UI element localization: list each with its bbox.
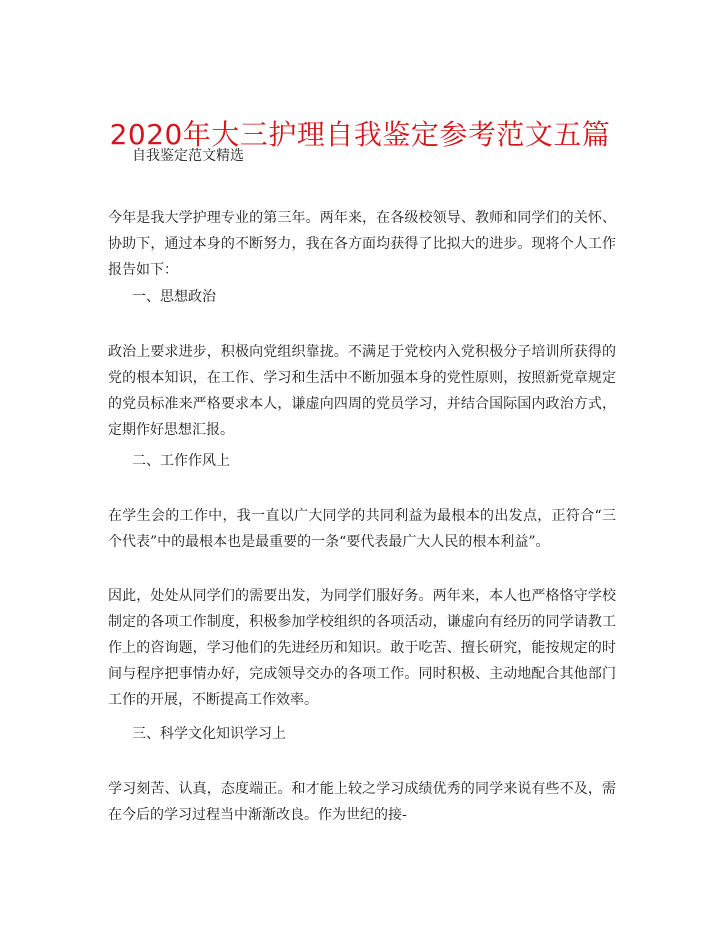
document-title: 2020年大三护理自我鉴定参考范文五篇 (109, 117, 611, 151)
intro-paragraph: 今年是我大学护理专业的第三年。两年来，在各级校领导、教师和同学们的关怀、协助下，通过本身的不断努力，我在各方面均获得了比拟大的进步。现将个人工作报告如下： (108, 210, 616, 278)
section-heading-politics: 一、思想政治 (132, 289, 216, 305)
section-text-work-style-2: 因此，处处从同学们的需要出发，为同学们服好务。两年来，本人也严格恪守学校制定的各项工作制度，积极参加学校组织的各项活动，谦虚向有经历的同学请教工作上的咨询题，学习他们的先进经历和知识。敢于吃苦、擅长研究，能按规定的时间与程序把事情办好，完成领导交办的各项工作。同时积极、主动地配合其他部门工作的开展，不断提高工作效率。 (108, 588, 616, 708)
section-text-work-style-1: 在学生会的工作中，我一直以广大同学的共同利益为最根本的出发点，正符合“三个代表”中的最根本也是最重要的一条“要代表最广大人民的根本利益”。 (108, 508, 616, 550)
document-subtitle: 自我鉴定范文精选 (132, 148, 244, 164)
section-heading-work-style: 二、工作作风上 (132, 453, 230, 469)
section-text-study: 学习刻苦、认真，态度端正。和才能上较之学习成绩优秀的同学来说有些不及，需在今后的学习过程当中渐渐改良。作为世纪的接- (108, 781, 616, 823)
section-heading-study: 三、科学文化知识学习上 (132, 726, 286, 742)
section-text-politics: 政治上要求进步，积极向党组织靠拢。不满足于党校内入党积极分子培训所获得的党的根本知识，在工作、学习和生活中不断加强本身的党性原则，按照新党章规定的党员标准来严格要求本人，谦虚向四周的党员学习，并结合国际国内政治方式，定期作好思想汇报。 (108, 344, 616, 438)
